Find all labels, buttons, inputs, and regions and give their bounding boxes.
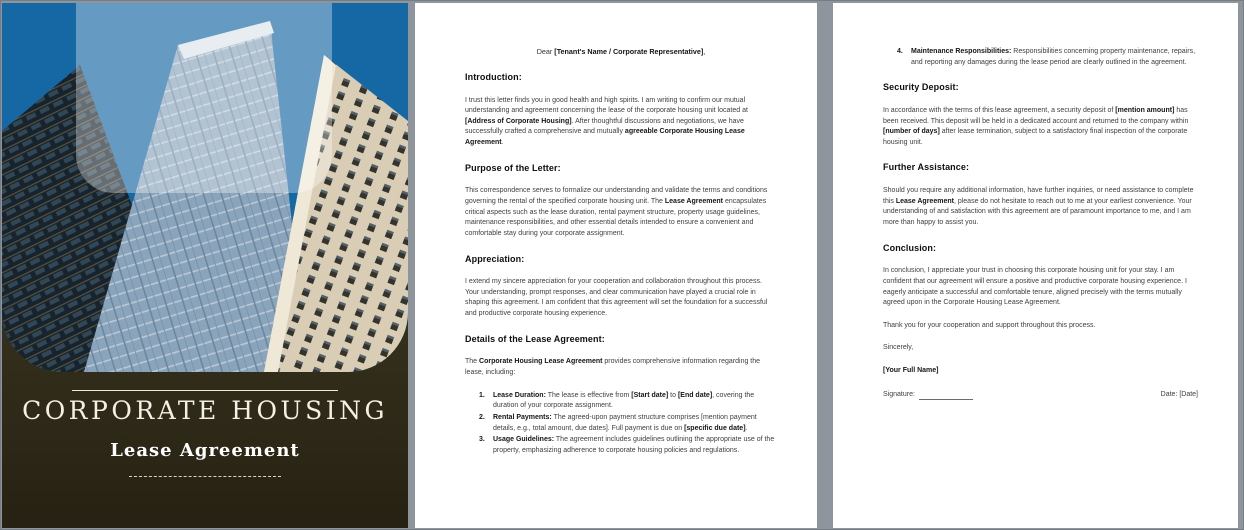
- signature-line[interactable]: [919, 392, 973, 400]
- purpose-paragraph: This correspondence serves to formalize our understanding and validate the terms and conditions governing the rental of the specified corporate housing unit. The Lease Agreement encapsulates critical aspects such as the lease duration, rental payment structure, property usage guidelines, maintenance responsibilities, and other essential details intended to ensure a convenient and comfortable stay during your corporate assignment.: [465, 187, 768, 237]
- section-heading-details: Details of the Lease Agreement:: [465, 333, 605, 344]
- sincerely-line: Sincerely,: [883, 344, 914, 352]
- list-number: 1.: [479, 391, 485, 399]
- cover-page[interactable]: [2, 3, 408, 528]
- letter-page-2[interactable]: [833, 3, 1238, 528]
- letter-page-1[interactable]: [415, 3, 817, 528]
- section-heading-conclusion: Conclusion:: [883, 242, 937, 253]
- sender-name-placeholder: [Your Full Name]: [883, 367, 939, 375]
- salutation: Dear [Tenant's Name / Corporate Representative],: [536, 47, 706, 56]
- section-heading-introduction: Introduction:: [465, 71, 522, 82]
- lease-details-list: [465, 391, 777, 457]
- further-assistance-paragraph: Should you require any additional information, have further inquiries, or need assistance to complete this Lease Agreement, please do not hesitate to reach out to me at your earliest convenience. Your understanding of and satisfaction with this agreement are of paramount importance to me, and I am more than happy to assist you.: [883, 187, 1194, 226]
- list-item-rental-payments: [479, 413, 777, 434]
- list-number: 4.: [897, 48, 903, 55]
- thanks-line: Thank you for your cooperation and support throughout this process.: [883, 321, 1096, 329]
- cover-title: CORPORATE HOUSING: [22, 396, 388, 425]
- signature-label: Signature:: [883, 390, 915, 398]
- list-item-text: Maintenance Responsibilities: Responsibilities concerning property maintenance, repairs, and reporting any damages during the lease period are clearly outlined in the agreement.: [911, 48, 1196, 66]
- conclusion-paragraph: In conclusion, I appreciate your trust in choosing this corporate housing unit for your stay. I am confident that our agreement will ensure a positive and productive corporate housing experience. I eagerly anticipate a successful and comfortable tenure, aligned precisely with the terms mutually agreed upon in the Corporate Housing Lease Agreement.: [883, 267, 1187, 307]
- list-item-usage-guidelines: [479, 435, 777, 456]
- divider-line-top: [72, 390, 338, 391]
- date-label: Date: [Date]: [1160, 390, 1198, 398]
- list-item-text: Usage Guidelines: The agreement includes guidelines outlining the appropriate use of the property, emphasizing adherence to corporate housing policies and regulations.: [493, 436, 775, 454]
- list-number: 2.: [479, 413, 485, 421]
- section-heading-appreciation: Appreciation:: [465, 253, 525, 264]
- details-intro-paragraph: The Corporate Housing Lease Agreement provides comprehensive information regarding the lease, including:: [465, 358, 761, 376]
- photo-highlight-overlay: [76, 3, 332, 193]
- list-item-text: Lease Duration: The lease is effective from [Start date] to [End date], covering the duration of your corporate assignment.: [493, 391, 755, 410]
- cover-subtitle: Lease Agreement: [110, 440, 300, 461]
- introduction-paragraph: I trust this letter finds you in good health and high spirits. I am writing to confirm our mutual understanding and agreement concerning the lease of the corporate housing unit located at [Address of Corporate Housing]. After thoughtful discussions and negotiations, we have successfully crafted a comprehensive and mutually agreeable Corporate Housing Lease Agreement.: [465, 96, 748, 147]
- list-item-lease-duration: [479, 391, 777, 412]
- lease-details-list-continued: [883, 47, 1198, 68]
- section-heading-further-assistance: Further Assistance:: [883, 162, 970, 173]
- divider-line-bottom: [129, 476, 281, 477]
- section-heading-purpose: Purpose of the Letter:: [465, 162, 561, 173]
- signature-row: [883, 390, 1198, 401]
- appreciation-paragraph: I extend my sincere appreciation for your cooperation and collaboration throughout this process. Your understanding, prompt responses, and clear communication have played a crucial role in shaping this agreement. I am confident that this agreement will set the foundation for a successful and productive corporate housing experience.: [465, 278, 768, 318]
- list-number: 3.: [479, 436, 485, 444]
- cover-title-block: [2, 390, 408, 477]
- building-photo: [2, 3, 408, 372]
- list-item-text: Rental Payments: The agreed-upon payment structure comprises [mention payment details, e.g., total amount, due dates]. Full payment is due on [specific due date].: [493, 413, 757, 432]
- list-item-maintenance: [897, 47, 1198, 68]
- skyscrapers-illustration: [2, 3, 408, 372]
- section-heading-security-deposit: Security Deposit:: [883, 82, 959, 93]
- security-deposit-paragraph: In accordance with the terms of this lease agreement, a security deposit of [mention amount] has been received. This deposit will be held in a dedicated account and returned to the company within [number of days] after lease termination, subject to a satisfactory final inspection of the corporate housing unit.: [883, 106, 1189, 146]
